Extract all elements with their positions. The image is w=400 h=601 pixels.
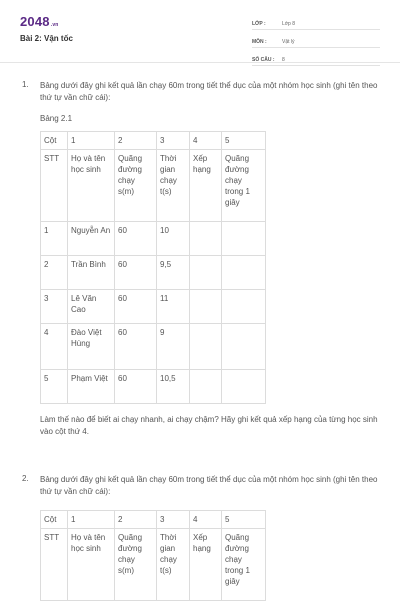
- question-text: Bảng dưới đây ghi kết quả lần chạy 60m trong tiết thể dục của một nhóm học sinh (ghi tên theo thứ tự vần chữ cái):: [40, 475, 378, 496]
- table-cell: 60: [115, 222, 157, 256]
- meta-value: 8: [282, 57, 285, 63]
- meta-label: LỚP :: [252, 21, 266, 27]
- table-cell: [222, 370, 266, 404]
- table-cell: Cột: [41, 511, 68, 529]
- question-number: 1.: [22, 80, 29, 89]
- table-header-cell: Quãng đường chạy trong 1 giây: [222, 150, 266, 222]
- table-cell: [190, 222, 222, 256]
- table-cell: 1: [41, 222, 68, 256]
- table-cell: 10: [157, 222, 190, 256]
- table-cell: [222, 290, 266, 324]
- table-cell: 4: [190, 132, 222, 150]
- table-cell: 3: [41, 290, 68, 324]
- question-1: [22, 80, 382, 438]
- table-header-cell: Họ và tên học sinh: [68, 150, 115, 222]
- table-cell: 11: [157, 290, 190, 324]
- table-column-row: [41, 511, 266, 529]
- table-cell: 3: [157, 132, 190, 150]
- table-header-cell: Quãng đường chạy trong 1 giây: [222, 529, 266, 601]
- meta-value: Lớp 8: [282, 21, 296, 27]
- question-2: [22, 474, 382, 601]
- table-cell: 60: [115, 290, 157, 324]
- table-header-cell: Quãng đường chạy s(m): [115, 150, 157, 222]
- table-cell: 4: [190, 511, 222, 529]
- table-header-cell: STT: [41, 529, 68, 601]
- table-cell: 2: [115, 511, 157, 529]
- results-table: [40, 131, 266, 404]
- table-cell: [190, 370, 222, 404]
- table-cell: 5: [41, 370, 68, 404]
- table-header-row: [41, 150, 266, 222]
- table-header-cell: STT: [41, 150, 68, 222]
- question-followup: Làm thế nào để biết ai chạy nhanh, ai chạy chậm? Hãy ghi kết quả xếp hạng của từng học sinh vào cột thứ 4.: [40, 415, 378, 436]
- table-cell: [222, 222, 266, 256]
- table-cell: [190, 256, 222, 290]
- results-table: [40, 510, 266, 601]
- meta-row-class: [252, 14, 380, 30]
- question-number: 2.: [22, 474, 29, 483]
- table-cell: 5: [222, 511, 266, 529]
- table-header-row: [41, 529, 266, 601]
- meta-row-count: [252, 50, 380, 66]
- table-cell: 9,5: [157, 256, 190, 290]
- table-cell: [190, 324, 222, 370]
- table-cell: Đào Việt Hùng: [68, 324, 115, 370]
- table-cell: 1: [68, 132, 115, 150]
- table-cell: 2: [41, 256, 68, 290]
- meta-value: Vật lý: [282, 39, 295, 45]
- lesson-meta: [252, 14, 380, 68]
- table-cell: 60: [115, 370, 157, 404]
- table-cell: [222, 324, 266, 370]
- table-cell: Lê Văn Cao: [68, 290, 115, 324]
- table-cell: 9: [157, 324, 190, 370]
- table-cell: [222, 256, 266, 290]
- table-header-cell: Thời gian chạy t(s): [157, 150, 190, 222]
- meta-label: MÔN :: [252, 39, 267, 45]
- site-logo[interactable]: 2048.vn: [20, 14, 59, 29]
- table-cell: 5: [222, 132, 266, 150]
- table-header-cell: Họ và tên học sinh: [68, 529, 115, 601]
- table-column-row: [41, 132, 266, 150]
- meta-row-subject: [252, 32, 380, 48]
- table-row: [41, 256, 266, 290]
- table-header-cell: Thời gian chạy t(s): [157, 529, 190, 601]
- table-cell: 1: [68, 511, 115, 529]
- table-row: [41, 222, 266, 256]
- table-row: [41, 370, 266, 404]
- table-cell: Cột: [41, 132, 68, 150]
- table-cell: [190, 290, 222, 324]
- table-cell: Nguyễn An: [68, 222, 115, 256]
- table-cell: 2: [115, 132, 157, 150]
- table-cell: 3: [157, 511, 190, 529]
- table-cell: 4: [41, 324, 68, 370]
- table-cell: 60: [115, 256, 157, 290]
- table-header-cell: Quãng đường chạy s(m): [115, 529, 157, 601]
- question-text: Bảng dưới đây ghi kết quả lần chạy 60m trong tiết thể dục của một nhóm học sinh (ghi tên theo thứ tự vần chữ cái):: [40, 81, 378, 102]
- table-header-cell: Xếp hạng: [190, 529, 222, 601]
- table-row: [41, 290, 266, 324]
- page-header: [0, 0, 400, 63]
- table-cell: Trần Bình: [68, 256, 115, 290]
- lesson-title: Bài 2: Vận tốc: [20, 34, 73, 43]
- table-cell: 10,5: [157, 370, 190, 404]
- table-cell: 60: [115, 324, 157, 370]
- table-cell: Phạm Việt: [68, 370, 115, 404]
- table-header-cell: Xếp hạng: [190, 150, 222, 222]
- meta-label: SỐ CÂU :: [252, 57, 275, 63]
- table-caption: Bảng 2.1: [40, 114, 73, 123]
- table-row: [41, 324, 266, 370]
